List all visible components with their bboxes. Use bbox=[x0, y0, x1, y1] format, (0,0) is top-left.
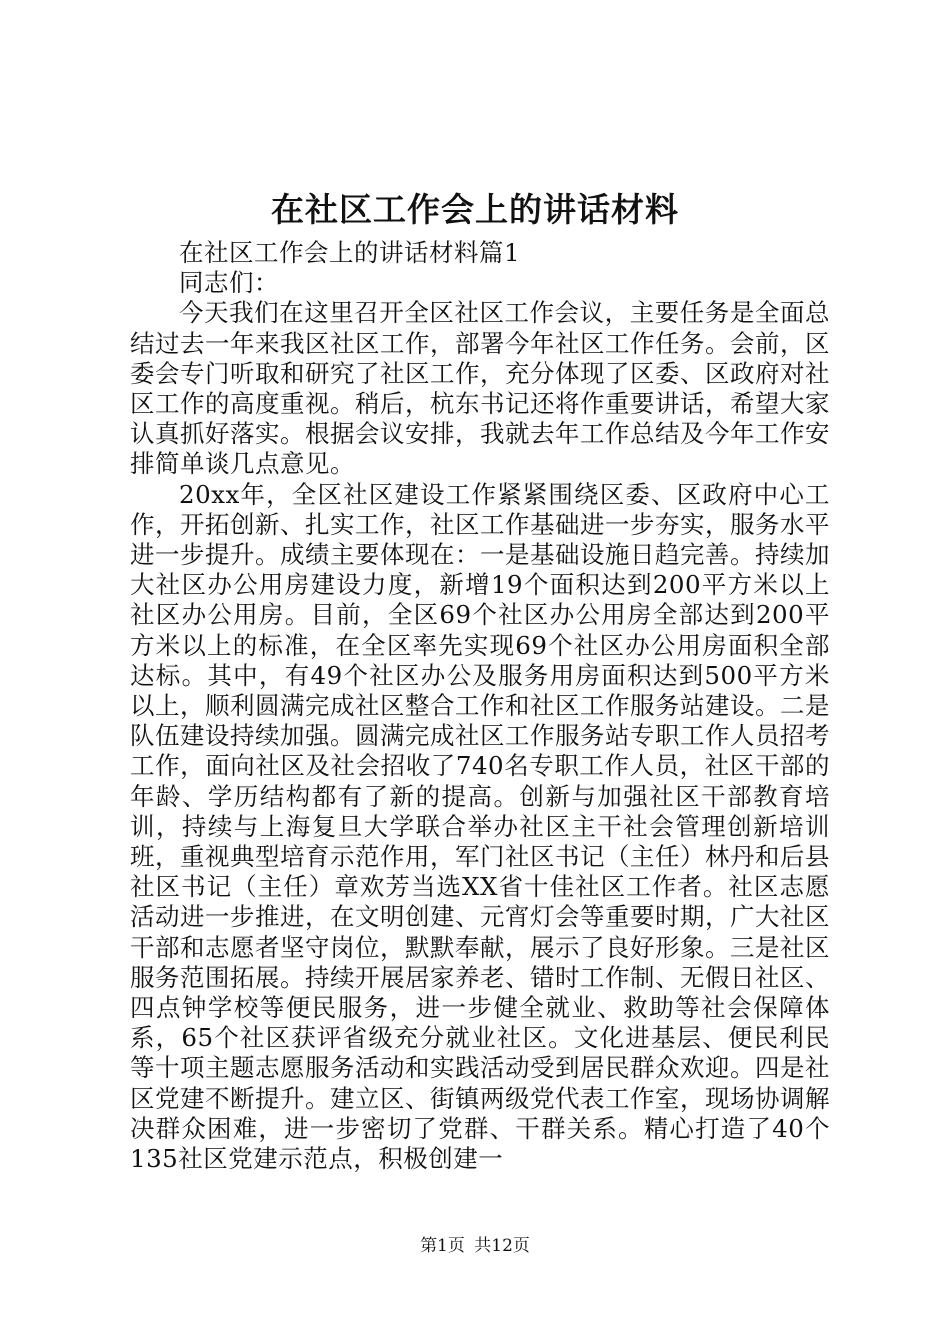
paragraph: 20xx年，全区社区建设工作紧紧围绕区委、区政府中心工作，开拓创新、扎实工作，社区工作基础进一步夯实，服务水平进一步提升。成绩主要体现在：一是基础设施日趋完善。持续加大社区办公用房建设力度，新增19个面积达到200平方米以上社区办公用房。目前，全区69个社区办公用房全部达到200平方米以上的标准，在全区率先实现69个社区办公用房面积全部达标。其中，有49个社区办公及服务用房面积达到500平方米以上，顺利圆满完成社区整合工作和社区工作服务站建设。二是队伍建设持续加强。圆满完成社区工作服务站专职工作人员招考工作，面向社区及社会招收了740名专职工作人员，社区干部的年龄、学历结构都有了新的提高。创新与加强社区干部教育培训，持续与上海复旦大学联合举办社区主干社会管理创新培训班，重视典型培育示范作用，军门社区书记（主任）林丹和后县社区书记（主任）章欢芳当选XX省十佳社区工作者。社区志愿活动进一步推进，在文明创建、元宵灯会等重要时期，广大社区干部和志愿者坚守岗位，默默奉献，展示了良好形象。三是社区服务范围拓展。持续开展居家养老、错时工作制、无假日社区、四点钟学校等便民服务，进一步健全就业、救助等社会保障体系，65个社区获评省级充分就业社区。文化进基层、便民利民等十项主题志愿服务活动和实践活动受到居民群众欢迎。四是社区党建不断提升。建立区、街镇两级党代表工作室，现场协调解决群众困难，进一步密切了党群、干群关系。精心打造了40个135社区党建示范点，积极创建一 bbox=[130, 479, 830, 1174]
salutation: 同志们： bbox=[179, 268, 279, 298]
document-title: 在社区工作会上的讲话材料 bbox=[271, 190, 679, 229]
page-footer bbox=[0, 1234, 950, 1258]
paragraph: 今天我们在这里召开全区社区工作会议，主要任务是全面总结过去一年来我区社区工作，部署今年社区工作任务。会前，区委会专门听取和研究了社区工作，充分体现了区委、区政府对社区工作的高度重视。稍后，杭东书记还将作重要讲话，希望大家认真抓好落实。根据会议安排，我就去年工作总结及今年工作安排简单谈几点意见。 bbox=[130, 298, 830, 479]
page-number: 第1页 bbox=[420, 1236, 465, 1256]
document-body bbox=[130, 238, 830, 1174]
page-total: 共12页 bbox=[474, 1236, 530, 1256]
document-subtitle: 在社区工作会上的讲话材料篇1 bbox=[179, 238, 521, 267]
